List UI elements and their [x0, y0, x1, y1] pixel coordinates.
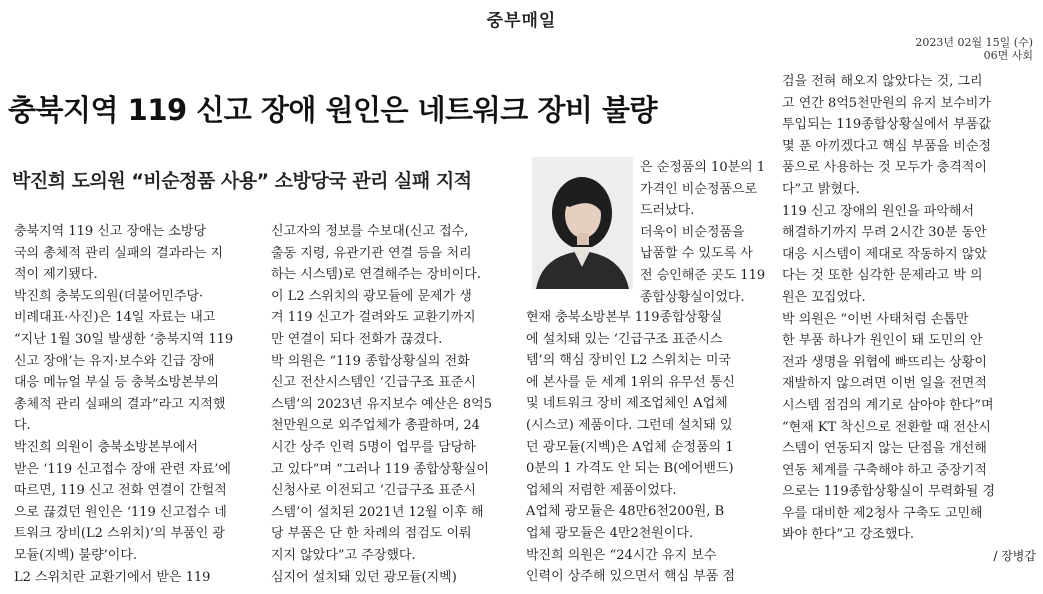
article-column-2 [271, 221, 511, 588]
text-line: 이 L2 스위치의 광모듈에 문제가 생 [271, 288, 472, 304]
text-line: 천만원으로 외주업체가 총괄하며, 24 [271, 418, 480, 434]
text-line: 전 승인해준 곳도 119 [640, 267, 766, 283]
text-line: 따르면, 119 신고 전화 연결이 간헐적 [14, 483, 227, 499]
text-line: 국의 총체적 관리 실패의 결과라는 지 [14, 245, 224, 261]
text-line: 119 신고 장애의 원인을 파악해서 [782, 203, 975, 219]
article-column-4 [782, 71, 1036, 568]
text-line: 검을 전혀 해오지 않았다는 것, 그리 [782, 74, 983, 89]
text-line: “지난 1월 30일 발생한 ‘충북지역 119 [14, 331, 234, 347]
date-line: 2023년 02월 15일 (수) [915, 36, 1033, 49]
text-line: 종합상황실이었다. [640, 289, 745, 305]
text-line: 원은 꼬집었다. [782, 289, 866, 305]
text-line: 더욱이 비순정품을 [640, 224, 745, 240]
text-line: 받은 ‘119 신고접수 장애 관련 자료’에 [14, 461, 231, 477]
article-column-3 [526, 307, 776, 588]
article-subheadline: 박진희 도의원 “비순정품 사용” 소방당국 관리 실패 지적 [12, 170, 472, 192]
text-line: 대응 메뉴얼 부실 등 충북소방본부의 [14, 375, 219, 391]
text-line: 대응 시스템이 제대로 작동하지 않았 [782, 246, 987, 262]
text-line: 고 연간 8억5천만원의 유지 보수비가 [782, 95, 991, 111]
text-line: “현재 KT 착신으로 전환할 때 전산시 [782, 419, 991, 435]
text-line: 해결하기까지 무려 2시간 30분 동안 [782, 225, 987, 241]
text-line: 신고 전산시스템인 ‘긴급구조 표준시 [271, 375, 476, 391]
text-line: A업체 광모듈은 48만6천200원, B [526, 504, 725, 520]
text-line: 스템’이 설치된 2021년 12월 이후 해 [271, 504, 484, 520]
text-line: 및 네트워크 장비 제조업체인 A업체 [526, 396, 728, 412]
text-line: 으로는 119종합상황실이 무력화될 경 [782, 484, 996, 500]
newspaper-masthead: 중부매일 [486, 11, 557, 31]
text-line: 던 광모듈(지벡)은 A업체 순정품의 1 [526, 439, 734, 455]
article-column-3-photo-wrap [640, 157, 776, 308]
reporter-photo [532, 157, 633, 289]
text-line: 총체적 관리 실패의 결과”라고 지적했 [14, 396, 226, 412]
text-line: 지지 않았다”고 주장했다. [271, 547, 416, 563]
portrait-image [532, 157, 633, 289]
text-line: 에 설치돼 있는 ‘긴급구조 표준시스 [526, 331, 723, 347]
publication-date [915, 36, 1033, 62]
text-line: 은 순정품의 10분의 1 [640, 160, 766, 175]
text-line: 겨 119 신고가 걸려와도 교환기까지 [271, 310, 476, 326]
reporter-byline: / 장병갑 [993, 549, 1036, 564]
text-line: 다는 것 또한 심각한 문제라고 박 의 [782, 268, 983, 284]
text-line: 0분의 1 가격도 안 되는 B(에어밴드) [526, 461, 734, 477]
text-line: 으로 끊겼던 원인은 ‘119 신고접수 네 [14, 504, 227, 520]
text-line: 만 연결이 되다 전화가 끊겼다. [271, 331, 443, 347]
text-line: 적이 제기됐다. [14, 267, 98, 283]
text-line: 품으로 사용하는 것 모두가 충격적이 [782, 160, 987, 176]
text-line: 납품할 수 있도록 사 [640, 246, 753, 262]
article-column-1 [14, 221, 254, 588]
text-line: 신고자의 정보를 수보대(신고 접수, [271, 224, 469, 239]
text-line: 스템이 연동되지 않는 단점을 개선해 [782, 441, 987, 457]
text-line: 신청사로 이전되고 ‘긴급구조 표준시 [271, 483, 476, 499]
text-line: 다”고 밝혔다. [782, 181, 860, 197]
text-line: 업체 광모듈은 4만2천원이다. [526, 525, 694, 541]
text-line: 업체의 저렴한 제품이었다. [526, 482, 677, 498]
text-line: 박 의원은 “이번 사태처럼 손톱만 [782, 311, 969, 327]
text-line: 시스템 점검의 계기로 삼아야 한다”며 [782, 397, 994, 413]
text-line: 신고 장애’는 유지·보수와 긴급 장애 [14, 353, 215, 369]
text-line: 한 부품 하나가 원인이 돼 도민의 안 [782, 333, 983, 349]
text-line: 우를 대비한 제2청사 구축도 고민해 [782, 505, 983, 521]
text-line: 현재 충북소방본부 119종합상황실 [526, 310, 723, 325]
text-line: 비례대표·사진)은 14일 자료는 내고 [14, 310, 216, 326]
text-line: 투입되는 119종합상황실에서 부품값 [782, 117, 991, 133]
text-line: 박 의원은 “119 종합상황실의 전화 [271, 353, 470, 369]
text-line: 당 부품은 단 한 차례의 점검도 이뤄 [271, 526, 472, 542]
text-line: 봐야 한다”고 강조했다. [782, 527, 915, 543]
text-line: 템’의 핵심 장비인 L2 스위치는 미국 [526, 353, 731, 369]
text-line: 박진희 충북도의원(더불어민주당· [14, 288, 204, 304]
text-line: (시스코) 제품이다. 그런데 설치돼 있 [526, 417, 733, 433]
text-line: 재발하지 않으려면 이번 일을 전면적 [782, 376, 987, 392]
text-line: 시간 상주 인력 5명이 업무를 담당하 [271, 439, 476, 455]
text-line: 에 본사를 둔 세계 1위의 유무선 통신 [526, 374, 735, 390]
text-line: 출동 지령, 유관기관 연결 등을 처리 [271, 245, 472, 261]
text-line: 고 있다”며 “그러나 119 종합상황실이 [271, 461, 489, 477]
text-line: 드러났다. [640, 203, 695, 219]
text-line: 하는 시스템)로 연결해주는 장비이다. [271, 267, 481, 283]
text-line: 가격인 비순정품으로 [640, 181, 758, 197]
text-line: 충북지역 119 신고 장애는 소방당 [14, 224, 207, 239]
text-line: 다. [14, 418, 31, 434]
text-line: 박진희 의원은 “24시간 유지 보수 [526, 547, 717, 563]
text-line: 전과 생명을 위협에 빠뜨리는 상황이 [782, 354, 987, 370]
text-line: 스템’의 2023년 유지보수 예산은 8억5 [271, 396, 492, 412]
text-line: L2 스위치란 교환기에서 받은 119 [14, 569, 211, 585]
text-line: 심지어 설치돼 있던 광모듈(지벡) [271, 569, 457, 585]
section-line: 06면 사회 [983, 49, 1033, 62]
text-line: 박진희 의원이 충북소방본부에서 [14, 439, 199, 455]
article-headline: 충북지역 119 신고 장애 원인은 네트워크 장비 불량 [8, 93, 657, 127]
text-line: 몇 푼 아끼겠다고 핵심 부품을 비순정 [782, 138, 992, 154]
text-line: 연동 체계를 구축해야 하고 중장기적 [782, 462, 987, 478]
text-line: 트워크 장비(L2 스위치)’의 부품인 광 [14, 526, 225, 542]
text-line: 모듈(지벡) 불량’이다. [14, 547, 138, 563]
text-line: 인력이 상주해 있으면서 핵심 부품 점 [526, 569, 736, 585]
